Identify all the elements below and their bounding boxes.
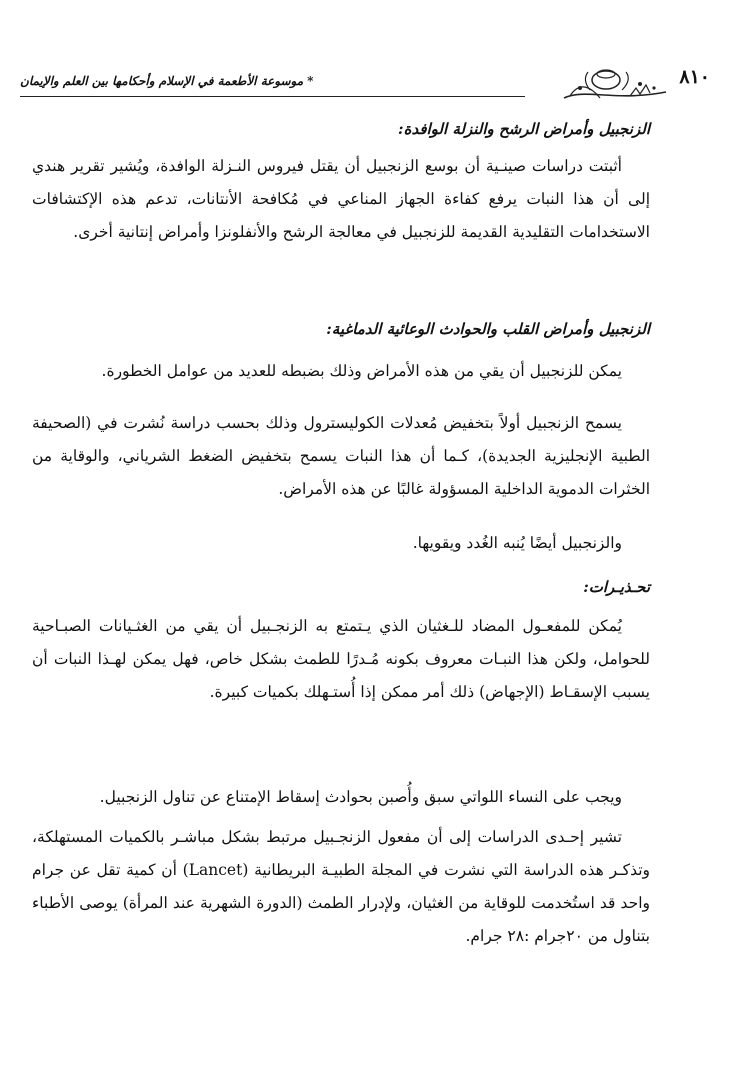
paragraph: يسمح الزنجبيل أولاً بتخفيض مُعدلات الكوليسترول وذلك بحسب دراسة نُشرت في (الصحيفة الطبية الإنجليزية الجديدة)، كـما أن هذا النبات يسمح بتخفيض الضغط الشرياني، والوقاية من الخثرات الدموية الداخلية المسؤولة غالبًا عن هذه الأمراض. xyxy=(32,414,650,498)
paragraph: تشير إحـدى الدراسات إلى أن مفعول الزنجـبيل مرتبط بشكل مباشـر بالكميات المستهلكة، وتذكـر هذه الدراسة التي نشرت في المجلة الطبيـة البريطانية (Lancet) أن كمية تقل عن جرام واحد قد استُخدمت للوقاية من الغثيان، ولإدرار الطمث (الدورة الشهرية عند المرأة) يوصى الأطباء بتناول من ٢٠جرام :٢٨ جرام. xyxy=(32,828,650,945)
running-header xyxy=(20,58,710,108)
book-title: موسوعة الأطعمة في الإسلام وأحكامها بين العلم والإيمان xyxy=(20,74,304,88)
section-heading: الزنجبيل وأمراض الرشح والنزلة الوافدة: xyxy=(398,120,650,138)
section-heading: الزنجبيل وأمراض القلب والحوادث الوعائية الدماغية: xyxy=(326,320,650,338)
paragraph: ويجب على النساء اللواتي سبق وأُصبن بحوادث إسقاط الإمتناع عن تناول الزنجبيل. xyxy=(99,788,622,806)
running-header-title xyxy=(20,74,313,88)
paragraph: يمكن للزنجبيل أن يقي من هذه الأمراض وذلك بضبطه للعديد من عوامل الخطورة. xyxy=(101,362,622,380)
header-star: * xyxy=(307,74,314,88)
paragraph: والزنجبيل أيضًا يُنبه الغُدد ويقويها. xyxy=(412,534,622,552)
floral-ornament-icon xyxy=(560,58,670,106)
paragraph: أثبتت دراسات صينـية أن بوسع الزنجبيل أن يقتل فيروس النـزلة الوافدة، ويُشير تقرير هندي إلى أن هذا النبات يرفع كفاءة الجهاز المناعي في مُكافحة الأنتانات، تدعم هذه الإكتشافات الاستخدامات التقليدية القديمة للزنجبيل في معالجة الرشح والأنفلونزا وأمراض إنتانية أخرى. xyxy=(32,157,651,241)
header-rule xyxy=(20,96,525,97)
paragraph: يُمكن للمفعـول المضاد للـغثيان الذي يـتمتع به الزنجـبيل أن يقي من الغثـيانات الصبـاحية للحوامل، ولكن هذا النبـات معروف بكونه مُـدرًا للطمث بشكل خاص، فهل يمكن لهـذا النبات أن يسبب الإسقـاط (الإجهاض) ذلك أمر ممكن إذا أُستـهلك بكميات كبيرة. xyxy=(32,617,650,701)
section-heading: تحـذيـرات: xyxy=(583,578,650,596)
page-number: ٨١٠ xyxy=(679,66,710,88)
